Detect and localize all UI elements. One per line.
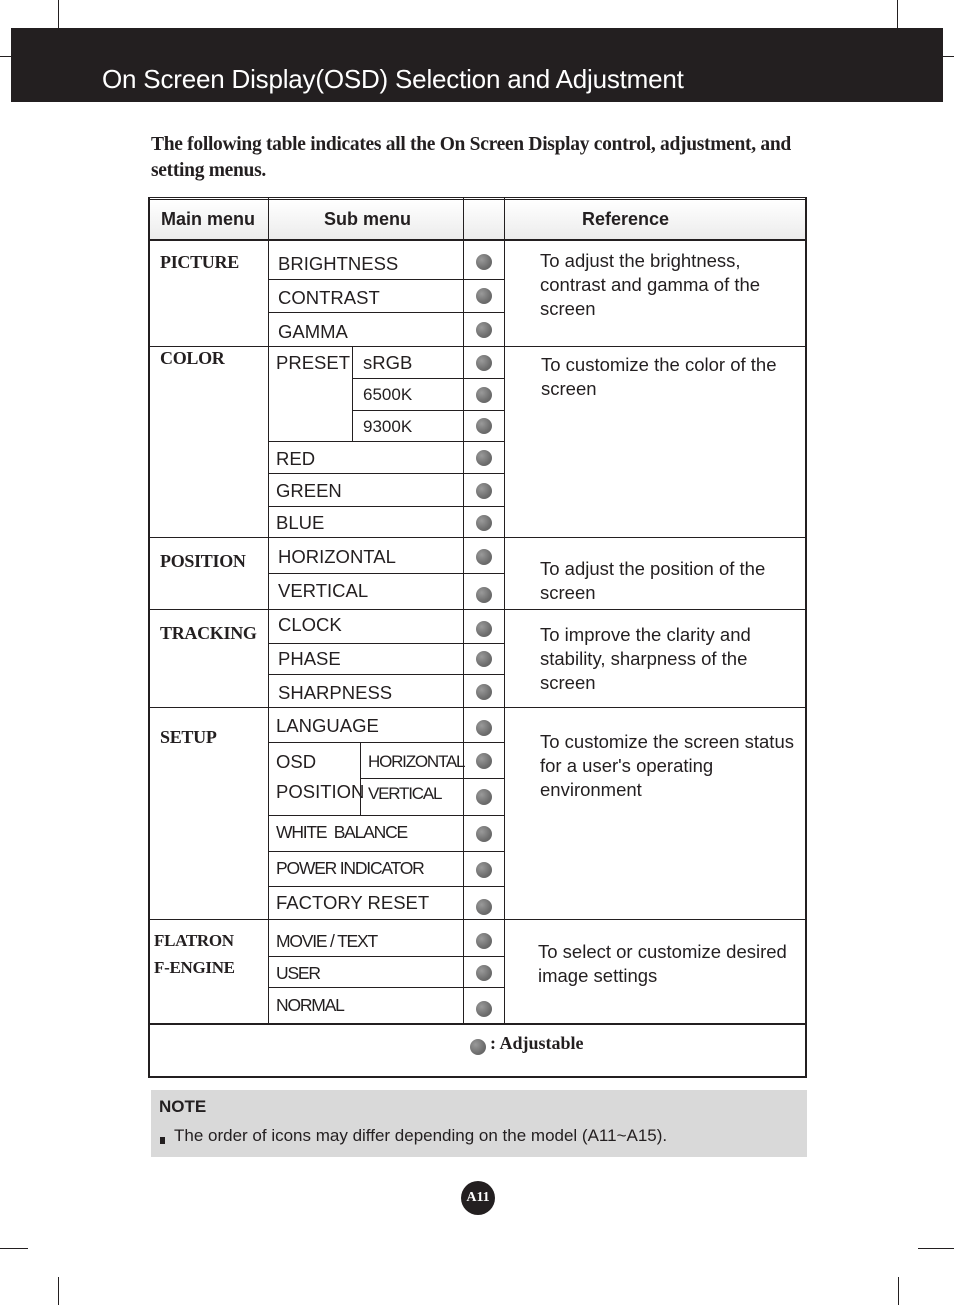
row-divider xyxy=(269,674,504,675)
adjustable-dot-icon xyxy=(476,899,492,915)
main-menu-setup: SETUP xyxy=(160,727,217,747)
main-menu-flatron: FLATRON xyxy=(154,931,234,950)
page-number: A11 xyxy=(461,1181,495,1215)
sub-menu-preset: PRESET xyxy=(276,352,351,373)
adjustable-dot-icon xyxy=(476,651,492,667)
reference-picture: To adjust the brightness, contrast and gamma of the screen xyxy=(540,250,761,319)
group-divider xyxy=(149,346,806,347)
row-divider xyxy=(269,279,504,280)
row-divider xyxy=(269,312,504,313)
reference-setup: To customize the screen status for a user's operating environment xyxy=(540,731,794,800)
column-header-main: Main menu xyxy=(161,209,256,229)
adjustable-dot-icon xyxy=(476,483,492,499)
row-divider xyxy=(361,778,504,779)
row-divider xyxy=(269,956,504,957)
sub-menu-9300k: 9300K xyxy=(363,417,413,436)
adjustable-dot-icon xyxy=(476,515,492,531)
row-divider xyxy=(353,410,504,411)
main-menu-position: POSITION xyxy=(160,551,246,571)
adjustable-dot-icon xyxy=(476,789,492,805)
note-text: The order of icons may differ depending on the model (A11~A15). xyxy=(174,1126,668,1145)
sub-menu-blue: BLUE xyxy=(276,512,325,533)
adjustable-dot-icon xyxy=(476,450,492,466)
adjustable-dot-icon xyxy=(476,549,492,565)
column-header-sub: Sub menu xyxy=(324,209,412,229)
row-divider xyxy=(353,378,504,379)
adjustable-dot-icon xyxy=(476,418,492,434)
adjustable-dot-icon xyxy=(476,684,492,700)
sub-menu-white-balance: WHITE BALANCE xyxy=(276,822,408,842)
main-menu-color: COLOR xyxy=(160,348,225,368)
sub-menu-osd-horizontal: HORIZONTAL xyxy=(368,752,465,771)
sub-menu-contrast: CONTRAST xyxy=(278,287,380,308)
table-left-border xyxy=(148,197,150,1077)
sub-menu-gamma: GAMMA xyxy=(278,321,348,342)
group-divider xyxy=(149,609,806,610)
sub-menu-red: RED xyxy=(276,448,316,469)
crop-mark xyxy=(0,56,11,57)
adjustable-dot-icon xyxy=(476,322,492,338)
adjustable-dot-icon xyxy=(476,621,492,637)
adjustable-dot-icon xyxy=(476,355,492,371)
sub-menu-factory-reset: FACTORY RESET xyxy=(276,892,430,913)
adjustable-dot-icon xyxy=(476,933,492,949)
sub-menu-vertical: VERTICAL xyxy=(278,580,369,601)
adjustable-dot-icon xyxy=(476,862,492,878)
sub-menu-green: GREEN xyxy=(276,480,342,501)
crop-mark xyxy=(58,0,59,28)
sub-menu-movie-text: MOVIE / TEXT xyxy=(276,931,377,951)
row-divider xyxy=(269,851,504,852)
row-divider xyxy=(269,573,504,574)
note-box xyxy=(151,1090,807,1157)
table-top-border xyxy=(149,197,807,198)
table-body-bottom xyxy=(148,1023,807,1025)
adjustable-dot-icon xyxy=(476,587,492,603)
main-menu-f-engine: F-ENGINE xyxy=(154,958,235,977)
sub-menu-brightness: BRIGHTNESS xyxy=(278,253,399,274)
crop-mark xyxy=(897,0,898,28)
sub-menu-6500k: 6500K xyxy=(363,385,413,404)
sub-menu-osd: OSD xyxy=(276,751,317,772)
adjustable-dot-icon xyxy=(476,720,492,736)
crop-mark xyxy=(58,1277,59,1305)
column-divider xyxy=(504,197,505,1024)
crop-mark xyxy=(898,1277,899,1305)
sub-menu-sharpness: SHARPNESS xyxy=(278,682,393,703)
sub-menu-srgb: sRGB xyxy=(363,352,413,373)
group-divider xyxy=(149,919,806,920)
row-divider xyxy=(269,886,504,887)
row-divider xyxy=(269,987,504,988)
row-divider xyxy=(269,441,504,442)
main-menu-tracking: TRACKING xyxy=(160,623,257,643)
reference-color: To customize the color of the screen xyxy=(541,354,777,399)
sub-menu-clock: CLOCK xyxy=(278,614,342,635)
sub-menu-osd-vertical: VERTICAL xyxy=(368,784,442,803)
adjustable-dot-icon xyxy=(476,1001,492,1017)
group-divider xyxy=(149,537,806,538)
column-header-reference: Reference xyxy=(582,209,670,229)
sub-menu-user: USER xyxy=(276,963,320,983)
crop-mark xyxy=(943,56,954,57)
row-divider xyxy=(269,815,504,816)
note-title: NOTE xyxy=(159,1097,207,1116)
sub-menu-normal: NORMAL xyxy=(276,995,344,1015)
adjustable-dot-icon xyxy=(476,753,492,769)
sub-menu-horizontal: HORIZONTAL xyxy=(278,546,396,567)
sub-menu-power-indicator: POWER INDICATOR xyxy=(276,858,424,878)
table-header-border xyxy=(149,239,807,241)
adjustable-dot-icon xyxy=(476,254,492,270)
column-divider xyxy=(268,197,269,1024)
main-menu-picture: PICTURE xyxy=(160,252,239,272)
column-divider xyxy=(463,197,464,1024)
sub-menu-language: LANGUAGE xyxy=(276,715,379,736)
adjustable-dot-icon xyxy=(476,288,492,304)
row-divider xyxy=(269,506,504,507)
table-right-border xyxy=(805,197,807,1077)
sub-menu-phase: PHASE xyxy=(278,648,341,669)
bullet-icon xyxy=(160,1137,165,1144)
row-divider xyxy=(269,742,504,743)
sub-menu-osd-position: POSITION xyxy=(276,781,365,802)
reference-position: To adjust the position of the screen xyxy=(540,558,766,603)
intro-text: The following table indicates all the On Screen Display control, adjustment, and setting menus. xyxy=(151,134,791,181)
group-divider xyxy=(149,707,806,708)
reference-flatron: To select or customize desired image settings xyxy=(538,941,787,986)
adjustable-dot-icon xyxy=(476,965,492,981)
adjustable-dot-icon xyxy=(476,387,492,403)
table-top-border xyxy=(149,199,807,200)
legend-adjustable: : Adjustable xyxy=(490,1033,584,1053)
column-header-mid-bg xyxy=(464,200,504,239)
crop-mark xyxy=(918,1248,954,1249)
preset-divider xyxy=(352,347,353,442)
reference-tracking: To improve the clarity and stability, sharpness of the screen xyxy=(540,624,751,693)
row-divider xyxy=(269,473,504,474)
adjustable-dot-icon xyxy=(476,826,492,842)
osd-divider xyxy=(360,743,361,815)
crop-mark xyxy=(0,1248,28,1249)
table-bottom-border xyxy=(148,1076,807,1078)
row-divider xyxy=(269,643,504,644)
page-title: On Screen Display(OSD) Selection and Adjustment xyxy=(102,64,684,94)
legend-dot-icon xyxy=(470,1039,486,1055)
